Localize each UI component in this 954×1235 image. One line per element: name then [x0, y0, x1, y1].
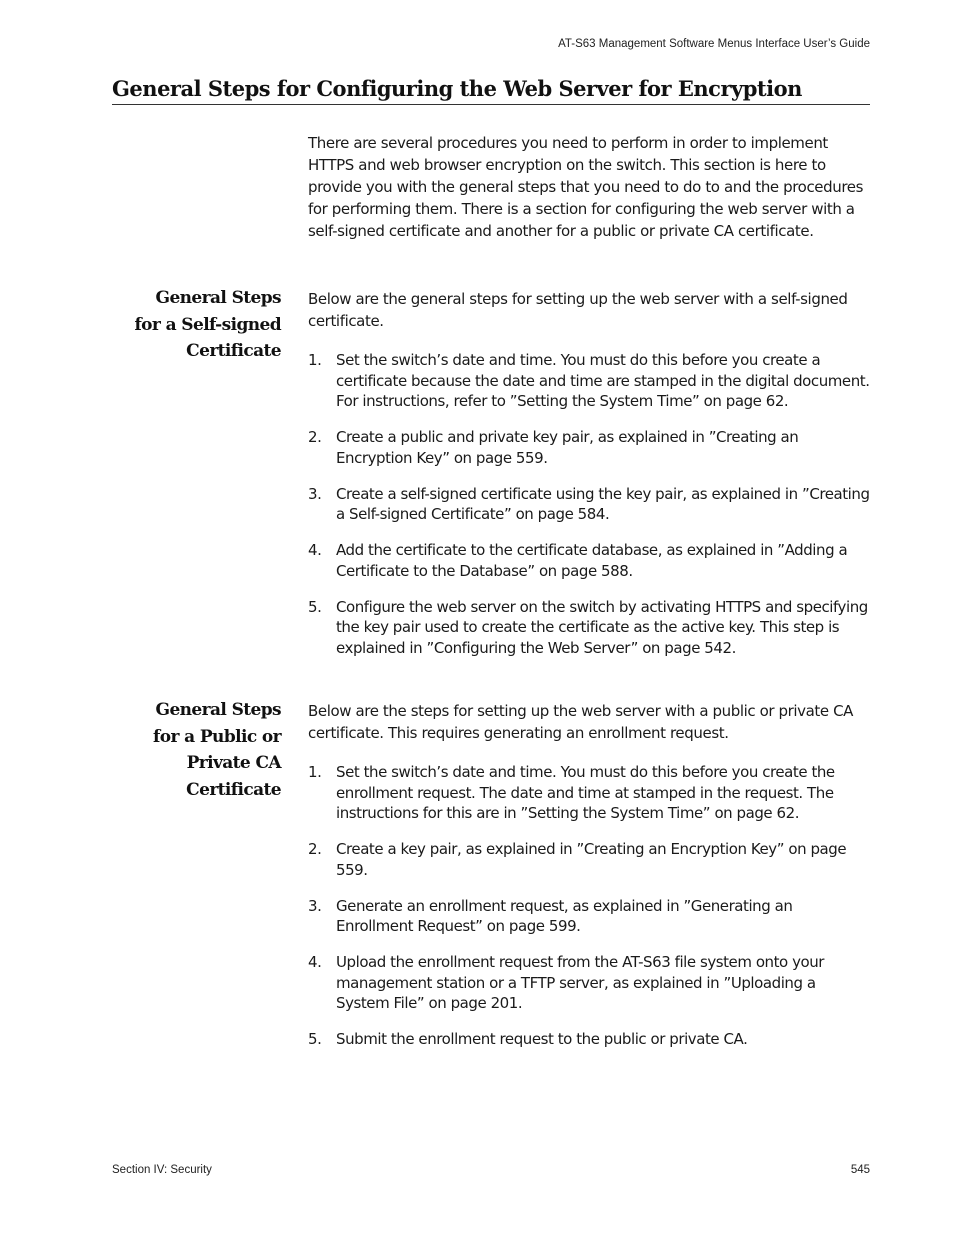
list-item — [308, 896, 870, 937]
step-text: Set the switch’s date and time. You must do this before you create the enrollment request. The date and time at stamped in the request. The instructions for this are in ”Setting the System Time” on page 62. — [336, 763, 835, 822]
section-title: General Steps for Configuring the Web Server for Encryption — [112, 76, 870, 105]
list-item — [308, 839, 870, 880]
footer-page-number: 545 — [850, 1164, 870, 1176]
self-signed-lead: Below are the general steps for setting up the web server with a self-signed certificate. — [308, 290, 848, 330]
step-number: 2. — [308, 840, 322, 858]
list-item — [308, 484, 870, 525]
step-number: 1. — [308, 351, 322, 369]
step-number: 3. — [308, 484, 322, 503]
step-text: Add the certificate to the certificate database, as explained in ”Adding a Certificate to the Database” on page 588. — [336, 541, 848, 580]
self-signed-heading — [100, 285, 281, 365]
public-private-heading — [100, 697, 281, 803]
step-text: Create a public and private key pair, as explained in ”Creating an Encryption Key” on page 559. — [336, 428, 799, 467]
public-private-body — [308, 700, 870, 1065]
list-item — [308, 1029, 870, 1050]
step-text: Configure the web server on the switch by activating HTTPS and specifying the key pair used to create the certificate as the active key. This step is explained in ”Configuring the Web Server” on page 542. — [336, 597, 868, 657]
step-number: 4. — [308, 541, 322, 559]
step-text: Upload the enrollment request from the AT-S63 file system onto your management station or a TFTP server, as explained in ”Uploading a System File” on page 201. — [336, 953, 825, 1012]
step-number: 5. — [308, 597, 322, 616]
step-text: Set the switch’s date and time. You must do this before you create a certificate because the date and time are stamped in the digital document. For instructions, refer to ”Setting the System Time” on page 62. — [336, 351, 870, 410]
step-text: Create a self-signed certificate using the key pair, as explained in ”Creating a Self-signed Certificate” on page 584. — [336, 484, 870, 523]
step-number: 3. — [308, 896, 322, 915]
heading-line: for a Public or — [153, 726, 281, 747]
public-private-steps — [308, 762, 870, 1050]
list-item — [308, 762, 870, 824]
heading-line: General Steps — [155, 288, 281, 308]
intro-block — [308, 132, 870, 242]
list-item — [308, 427, 870, 468]
running-header: AT-S63 Management Software Menus Interface User’s Guide — [558, 38, 870, 50]
self-signed-body — [308, 288, 870, 674]
step-number: 2. — [308, 428, 322, 446]
step-text: Create a key pair, as explained in ”Creating an Encryption Key” on page 559. — [336, 840, 847, 879]
footer-section-label: Section IV: Security — [112, 1164, 212, 1176]
heading-line: Private CA — [186, 753, 281, 773]
list-item — [308, 952, 870, 1014]
heading-line: Certificate — [186, 779, 281, 800]
step-number: 5. — [308, 1030, 322, 1048]
list-item — [308, 597, 870, 659]
heading-line: General Steps — [155, 700, 281, 720]
intro-paragraph: There are several procedures you need to perform in order to implement HTTPS and web browser encryption on the switch. This section is here to provide you with the general steps that you need to do to and the procedures for performing them. There is a section for configuring the web server with a self-signed certificate and another for a public or private CA certificate. — [308, 134, 864, 240]
list-item — [308, 350, 870, 412]
step-number: 4. — [308, 953, 322, 971]
step-text: Submit the enrollment request to the public or private CA. — [336, 1030, 748, 1048]
heading-line: for a Self-signed — [134, 314, 281, 335]
step-text: Generate an enrollment request, as explained in ”Generating an Enrollment Request” on page 599. — [336, 896, 793, 935]
public-private-lead: Below are the steps for setting up the web server with a public or private CA certificate. This requires generating an enrollment request. — [308, 702, 854, 742]
step-number: 1. — [308, 763, 322, 781]
heading-line: Certificate — [186, 341, 281, 361]
list-item — [308, 540, 870, 581]
self-signed-steps — [308, 350, 870, 658]
